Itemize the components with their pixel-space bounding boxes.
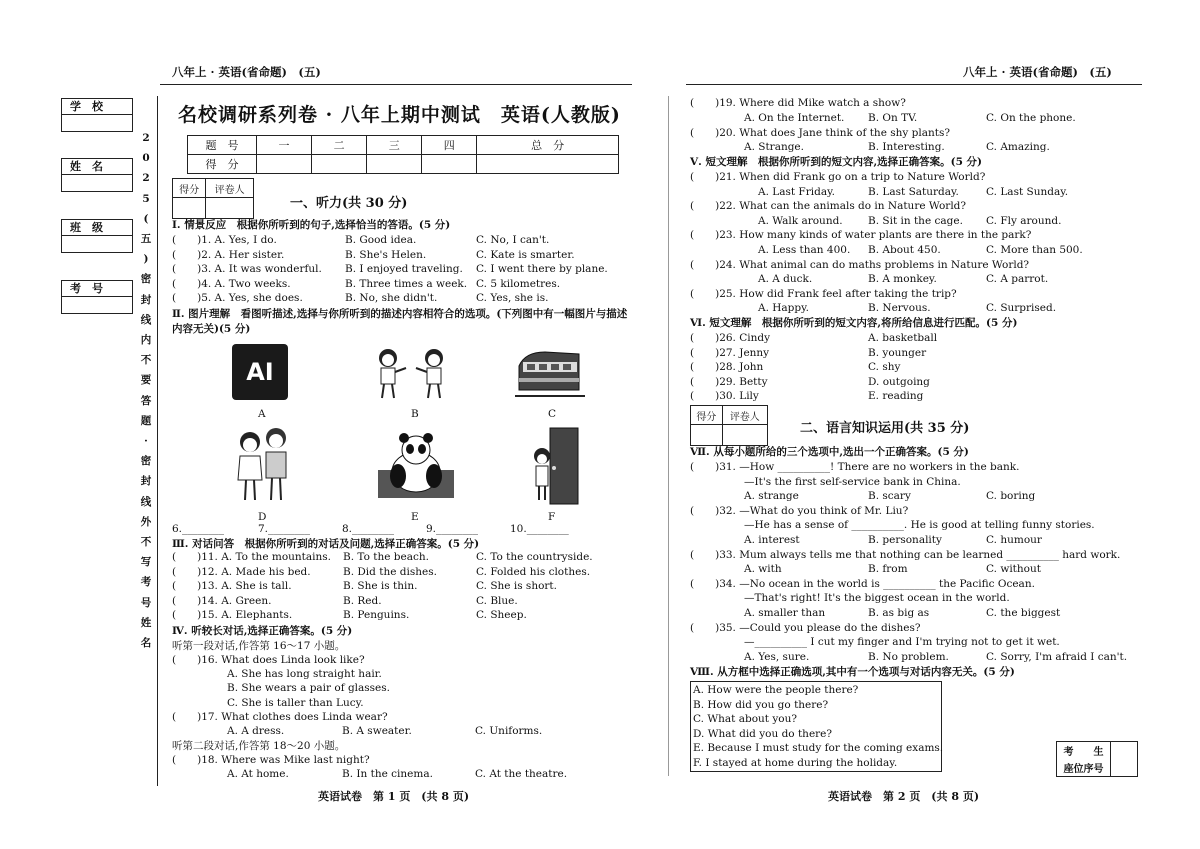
- answer-blank-9[interactable]: 9.________: [426, 523, 479, 535]
- picture-label-B: B: [411, 408, 419, 420]
- question-23[interactable]: ( )23. How many kinds of water plants are there in the park?: [690, 229, 1032, 242]
- seal-char: 不: [140, 354, 152, 367]
- page2-header-rule: [686, 84, 1142, 85]
- q31-stem-1: —It's the first self-service bank in China.: [744, 475, 961, 488]
- grader-table-1: [172, 178, 254, 219]
- option: C. Yes, she is.: [476, 292, 549, 305]
- q35-option: A. Yes, sure.: [744, 650, 810, 663]
- option: B. No, she didn't.: [345, 292, 438, 305]
- grader-label: 评卷人: [206, 179, 254, 198]
- grader-table-2: [690, 405, 768, 446]
- question-14[interactable]: ( )14. A. Green.: [172, 594, 272, 607]
- option: C. 5 kilometres.: [476, 277, 561, 290]
- option: B. Good idea.: [345, 234, 417, 246]
- question-22[interactable]: ( )22. What can the animals do in Nature World?: [690, 200, 967, 213]
- option-C: C. Fly around.: [986, 214, 1062, 227]
- q18-option-C: C. At the theatre.: [475, 768, 568, 780]
- seat-number-cell[interactable]: [1111, 742, 1138, 777]
- picture-label-E: E: [411, 511, 419, 523]
- q32-option: C. humour: [986, 534, 1042, 546]
- option: B. Penguins.: [343, 609, 410, 622]
- q34-stem-0[interactable]: ( )34. —No ocean in the world is __________ the Pacific Ocean.: [690, 577, 1035, 590]
- picture-label-D: D: [258, 511, 267, 523]
- part-I-heading: Ⅰ. 情景反应 根据你所听到的句子,选择恰当的答语。(5 分): [172, 219, 451, 231]
- option: C. To the countryside.: [476, 551, 593, 563]
- q17-option-B: B. A sweater.: [342, 725, 412, 737]
- picture-panda: [378, 430, 454, 498]
- box-option: A. How were the people there?: [693, 684, 859, 696]
- question-12[interactable]: ( )12. A. Made his bed.: [172, 565, 311, 578]
- seal-char: 密: [140, 455, 152, 468]
- box-option: C. What about you?: [693, 713, 797, 726]
- question-25[interactable]: ( )25. How did Frank feel after taking the trip?: [690, 287, 957, 300]
- q19-stem[interactable]: ( )19. Where did Mike watch a show?: [690, 97, 906, 109]
- q17-option-A: A. A dress.: [227, 725, 285, 737]
- page1-header-rule: [160, 84, 632, 85]
- picture-two-kids-talking: [368, 346, 458, 400]
- option: B. Three times a week.: [345, 277, 468, 290]
- q19-option-C: C. On the phone.: [986, 112, 1076, 124]
- option-A: A. Walk around.: [758, 214, 843, 227]
- q31-stem-0[interactable]: ( )31. —How __________! There are no workers in the bank.: [690, 461, 1020, 473]
- q17-stem[interactable]: ( )17. What clothes does Linda wear?: [172, 711, 388, 723]
- option: B. I enjoyed traveling.: [345, 263, 463, 276]
- name-label: 姓 名: [62, 159, 132, 175]
- match-option: D. outgoing: [868, 375, 930, 388]
- part-VI-heading: Ⅵ. 短文理解 根据你所听到的短文内容,将所给信息进行匹配。(5 分): [690, 317, 1018, 329]
- option: B. She's Helen.: [345, 248, 427, 261]
- q34-stem-1: —That's right! It's the biggest ocean in the world.: [744, 592, 1010, 605]
- q20-option-A: A. Strange.: [744, 141, 804, 153]
- q35-option: C. Sorry, I'm afraid I can't.: [986, 650, 1128, 663]
- question-24[interactable]: ( )24. What animal can do maths problems in Nature World?: [690, 258, 1030, 271]
- option-A: A. Less than 400.: [758, 243, 851, 256]
- q34-option: B. as big as: [868, 607, 930, 619]
- score-head-1: 一: [257, 136, 312, 155]
- q16-option-C: C. She is taller than Lucy.: [227, 697, 364, 709]
- option-B: B. A monkey.: [868, 273, 937, 286]
- option-B: B. Sit in the cage.: [868, 214, 963, 227]
- q33-stem-0[interactable]: ( )33. Mum always tells me that nothing can be learned __________ hard work.: [690, 548, 1121, 561]
- match-question-29[interactable]: ( )29. Betty: [690, 375, 768, 388]
- seal-char: 要: [140, 374, 152, 387]
- option: C. I went there by plane.: [476, 263, 608, 276]
- exam-number-label: 考 号: [62, 281, 132, 297]
- question-13[interactable]: ( )13. A. She is tall.: [172, 580, 292, 593]
- box-option: E. Because I must study for the coming exams.: [693, 742, 944, 755]
- match-option: C. shy: [868, 361, 901, 374]
- q32-option: B. personality: [868, 534, 942, 546]
- q35-option: B. No problem.: [868, 650, 949, 663]
- option-B: B. Last Saturday.: [868, 185, 959, 198]
- q31-option: A. strange: [744, 490, 799, 503]
- part-III-heading: Ⅲ. 对话问答 根据你所听到的对话及问题,选择正确答案。(5 分): [172, 538, 480, 550]
- option: B. She is thin.: [343, 580, 418, 593]
- option: C. Folded his clothes.: [476, 565, 591, 578]
- picture-girl-at-door: [528, 426, 580, 506]
- page1-footer: 英语试卷 第 1 页 (共 8 页): [318, 790, 470, 803]
- score-cell[interactable]: [422, 155, 477, 174]
- answer-blank-6[interactable]: 6.________: [172, 523, 225, 535]
- match-option: B. younger: [868, 346, 927, 359]
- grader-cell[interactable]: [206, 198, 254, 219]
- option: B. Did the dishes.: [343, 565, 437, 578]
- part-V-heading: Ⅴ. 短文理解 根据你所听到的短文内容,选择正确答案。(5 分): [690, 156, 983, 168]
- part-VIII-heading: Ⅷ. 从方框中选择正确选项,其中有一个选项与对话内容无关。(5 分): [690, 666, 1015, 678]
- q17-option-C: C. Uniforms.: [475, 725, 543, 737]
- score-head-3: 三: [367, 136, 422, 155]
- question-1[interactable]: ( )1. A. Yes, I do.: [172, 234, 277, 246]
- grader-cell[interactable]: [691, 425, 723, 446]
- seal-line-text: [138, 128, 154, 653]
- picture-boy-and-girl: [232, 426, 296, 506]
- seal-char: 写: [140, 556, 152, 569]
- option-A: A. Last Friday.: [758, 185, 835, 198]
- seal-char: 封: [140, 475, 152, 488]
- option-A: A. A duck.: [758, 273, 813, 286]
- q16-stem[interactable]: ( )16. What does Linda look like?: [172, 654, 365, 666]
- answer-blank-8[interactable]: 8.________: [342, 523, 395, 535]
- seal-char: 不: [140, 536, 152, 549]
- dialog2-instruction: 听第二段对话,作答第 18～20 小题。: [172, 740, 346, 752]
- seat-label-2: 座位序号: [1057, 759, 1111, 777]
- seal-char: 密: [140, 273, 152, 286]
- picture-label-C: C: [548, 408, 557, 420]
- option-B: B. About 450.: [868, 243, 941, 256]
- seat-label-1: 考 生: [1057, 742, 1111, 760]
- class-box[interactable]: [61, 219, 133, 253]
- score-row-label: 得 分: [188, 155, 257, 174]
- score-head-4: 四: [422, 136, 477, 155]
- seal-char: 外: [140, 515, 152, 528]
- q31-option: C. boring: [986, 490, 1036, 503]
- school-label: 学 校: [62, 99, 132, 115]
- q18-option-A: A. At home.: [227, 768, 289, 780]
- option: B. To the beach.: [343, 551, 429, 563]
- seal-char: 名: [140, 637, 152, 650]
- section-listening-title: 一、听力(共 30 分): [290, 196, 408, 211]
- q35-stem-0[interactable]: ( )35. —Could you please do the dishes?: [690, 621, 921, 634]
- q16-option-A: A. She has long straight hair.: [227, 668, 382, 680]
- match-question-28[interactable]: ( )28. John: [690, 361, 764, 374]
- seal-char: (: [143, 212, 149, 225]
- q19-option-B: B. On TV.: [868, 112, 918, 124]
- score-cell[interactable]: [367, 155, 422, 174]
- box-option: B. How did you go there?: [693, 698, 829, 711]
- score-head-2: 二: [312, 136, 367, 155]
- score-head-0: 题 号: [188, 136, 257, 155]
- question-2[interactable]: ( )2. A. Her sister.: [172, 248, 285, 261]
- answer-blank-7[interactable]: 7.________: [258, 523, 311, 535]
- school-box[interactable]: [61, 98, 133, 132]
- score-cell[interactable]: [312, 155, 367, 174]
- seal-char: 2: [142, 132, 150, 144]
- seal-char: 5: [142, 192, 150, 205]
- page-divider: [668, 96, 669, 776]
- seal-line: [157, 96, 158, 786]
- question-15[interactable]: ( )15. A. Elephants.: [172, 609, 293, 622]
- question-3[interactable]: ( )3. A. It was wonderful.: [172, 263, 322, 276]
- picture-label-A: A: [258, 408, 266, 420]
- option: C. Sheep.: [476, 609, 527, 622]
- seal-char: 0: [142, 152, 150, 165]
- option-A: A. Happy.: [758, 302, 809, 315]
- option-C: C. More than 500.: [986, 243, 1083, 256]
- option-B: B. Nervous.: [868, 302, 931, 315]
- q32-option: A. interest: [744, 534, 800, 546]
- option: B. Red.: [343, 594, 382, 607]
- grader-label: 评卷人: [722, 406, 767, 425]
- part-IV-heading: Ⅳ. 听较长对话,选择正确答案。(5 分): [172, 625, 353, 637]
- q33-option: C. without: [986, 563, 1041, 576]
- seal-char: 线: [140, 495, 152, 508]
- q32-stem-1: —He has a sense of __________. He is good at telling funny stories.: [744, 519, 1095, 532]
- seal-char: ): [143, 253, 149, 266]
- q20-stem[interactable]: ( )20. What does Jane think of the shy plants?: [690, 127, 951, 139]
- q33-option: A. with: [744, 563, 782, 576]
- option: C. Blue.: [476, 594, 518, 607]
- match-option: A. basketball: [868, 332, 938, 344]
- match-question-30[interactable]: ( )30. Lily: [690, 390, 759, 403]
- q32-stem-0[interactable]: ( )32. —What do you think of Mr. Liu?: [690, 504, 909, 517]
- grader-score-label: 得分: [691, 406, 723, 425]
- page1-header: 八年上 · 英语(省命题) (五): [172, 65, 321, 79]
- picture-label-F: F: [548, 511, 556, 523]
- option-C: C. Last Sunday.: [986, 185, 1069, 198]
- option: C. No, I can't.: [476, 234, 550, 246]
- question-5[interactable]: ( )5. A. Yes, she does.: [172, 292, 303, 305]
- q19-option-A: A. On the Internet.: [744, 112, 845, 124]
- name-box[interactable]: [61, 158, 133, 192]
- q16-option-B: B. She wears a pair of glasses.: [227, 682, 391, 694]
- exam-number-box[interactable]: [61, 280, 133, 314]
- seal-char: 五: [140, 233, 152, 246]
- question-11[interactable]: ( )11. A. To the mountains.: [172, 551, 331, 563]
- seal-char: 号: [140, 596, 152, 609]
- seal-char: 考: [140, 576, 152, 589]
- part-II-heading: Ⅱ. 图片理解 看图听描述,选择与你所听到的描述内容相符合的选项。(下列图中有一幅图片与描述内容无关)(5 分): [172, 308, 628, 335]
- match-question-26[interactable]: ( )26. Cindy: [690, 332, 771, 344]
- score-cell[interactable]: [257, 155, 312, 174]
- option: C. Kate is smarter.: [476, 248, 575, 261]
- q35-stem-1: —__________ I cut my finger and I'm trying not to get it wet.: [744, 636, 1060, 649]
- page2-footer: 英语试卷 第 2 页 (共 8 页): [828, 790, 980, 803]
- seal-char: 答: [140, 394, 152, 407]
- q34-option: A. smaller than: [744, 607, 826, 619]
- match-question-27[interactable]: ( )27. Jenny: [690, 346, 770, 359]
- box-option: D. What did you do there?: [693, 727, 833, 740]
- seal-char: 姓: [140, 616, 152, 629]
- exam-title: 名校调研系列卷 · 八年上期中测试 英语(人教版): [178, 104, 621, 126]
- box-option: F. I stayed at home during the holiday.: [693, 757, 898, 769]
- seat-number-table: [1056, 741, 1138, 777]
- seal-char: 2: [142, 172, 150, 185]
- seal-char: 题: [140, 414, 152, 427]
- score-cell[interactable]: [477, 155, 619, 174]
- seal-char: 内: [140, 334, 152, 347]
- q31-option: B. scary: [868, 490, 911, 503]
- seal-char: 线: [140, 313, 152, 326]
- answer-blank-10[interactable]: 10.________: [510, 523, 569, 535]
- page2-header: 八年上 · 英语(省命题) (五): [963, 65, 1112, 79]
- q18-stem[interactable]: ( )18. Where was Mike last night?: [172, 754, 370, 766]
- option-C: C. A parrot.: [986, 273, 1049, 286]
- q18-option-B: B. In the cinema.: [342, 768, 433, 780]
- grader-cell[interactable]: [173, 198, 206, 219]
- picture-ai: [232, 344, 288, 400]
- question-21[interactable]: ( )21. When did Frank go on a trip to Nature World?: [690, 171, 986, 183]
- q33-option: B. from: [868, 563, 908, 576]
- score-table: [187, 135, 619, 174]
- dialog1-instruction: 听第一段对话,作答第 16～17 小题。: [172, 640, 346, 652]
- part-VII-heading: Ⅶ. 从每小题所给的三个选项中,选出一个正确答案。(5 分): [690, 446, 969, 458]
- section-language-title: 二、语言知识运用(共 35 分): [800, 421, 970, 436]
- question-4[interactable]: ( )4. A. Two weeks.: [172, 277, 291, 290]
- match-option: E. reading: [868, 390, 924, 403]
- grader-score-label: 得分: [173, 179, 206, 198]
- q20-option-C: C. Amazing.: [986, 141, 1050, 153]
- option: C. She is short.: [476, 580, 557, 593]
- seal-char: 封: [140, 293, 152, 306]
- option-C: C. Surprised.: [986, 302, 1057, 315]
- picture-train: [515, 344, 585, 402]
- class-label: 班 级: [62, 220, 132, 236]
- seal-char: ·: [144, 435, 148, 448]
- q34-option: C. the biggest: [986, 607, 1061, 619]
- grader-cell[interactable]: [722, 425, 767, 446]
- picture-ai-text: AI: [246, 358, 274, 386]
- score-head-5: 总 分: [477, 136, 619, 155]
- q20-option-B: B. Interesting.: [868, 141, 945, 153]
